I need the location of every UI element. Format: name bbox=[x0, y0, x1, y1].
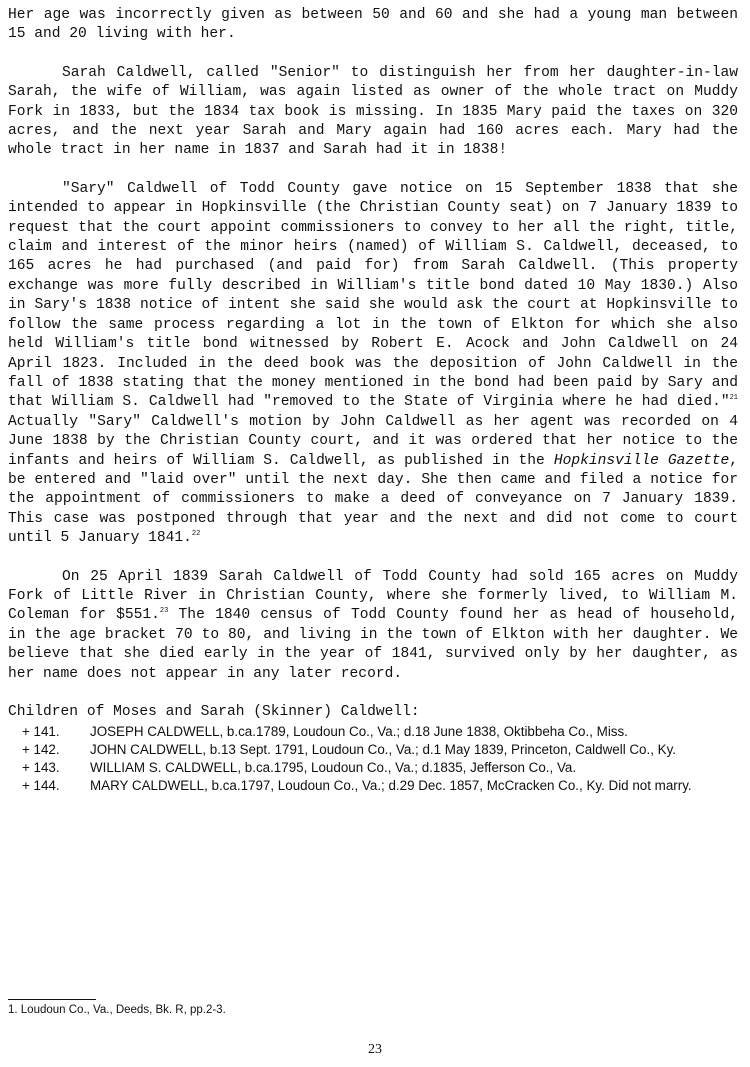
paragraph bbox=[8, 568, 738, 684]
child-entry: MARY CALDWELL, b.ca.1797, Loudoun Co., Va.; d.29 Dec. 1857, McCracken Co., Ky. Did not marry. bbox=[90, 778, 692, 794]
paragraph: Sarah Caldwell, called "Senior" to distinguish her from her daughter-in-law Sarah, the wife of William, was again listed as owner of the whole tract on Muddy Fork in 1833, but the 1834 tax book is missing. In 1835 Mary paid the taxes on 320 acres, and the next year Sarah and Mary again had 160 acres each. Mary had the whole tract in her name in 1837 and Sarah had it in 1838! bbox=[8, 64, 738, 159]
paragraph-text: , be entered and "laid over" until the next day. She then came and filed a notice for the appointment of commissioners to make a deed of conveyance on 7 January 1839. This case was postponed through that year and the next and did not come to court until 5 January 1841. bbox=[8, 452, 738, 547]
child-entry: WILLIAM S. CALDWELL, b.ca.1795, Loudoun Co., Va.; d.1835, Jefferson Co., Va. bbox=[90, 760, 577, 776]
list-item bbox=[8, 759, 738, 777]
footnote-ref: 23 bbox=[159, 607, 169, 616]
footnote-ref: 21 bbox=[729, 394, 738, 403]
paragraph-text: "Sary" Caldwell of Todd County gave notice on 15 September 1838 that she intended to appear in Hopkinsville (the Christian County seat) on 7 January 1839 to request that the court appoint commissioners to convey to her all the right, title, claim and interest of the minor heirs (named) of William S. Caldwell, deceased, to 165 acres he had purchased (and paid for) from Sarah Caldwell. (This property exchange was more fully described in William's title bond dated 10 May 1830.) Also in Sary's 1838 notice of intent she said she would ask the court at Hopkinsville to follow the same process regarding a lot in the town of Elkton for which she also held William's title bond witnessed by Robert E. Acock and John Caldwell on 24 April 1823. Included in the deed book was the deposition of John Caldwell in the fall of 1838 stating that the money mentioned in the bond had been paid by Sary and that William S. Caldwell had "removed to the State of Virginia where he had died." bbox=[8, 180, 738, 411]
children-heading: Children of Moses and Sarah (Skinner) Caldwell: bbox=[8, 704, 420, 720]
footnote-ref: 22 bbox=[191, 530, 201, 539]
child-number: + 142. bbox=[22, 742, 60, 758]
paragraph-text: On 25 April 1839 Sarah Caldwell of Todd County had sold 165 acres on Muddy Fork of Little River in Christian County, where she formerly lived, to William M. Coleman for $551. bbox=[8, 568, 738, 624]
list-item bbox=[8, 777, 738, 795]
paragraph: Her age was incorrectly given as between 50 and 60 and she had a young man between 15 and 20 living with her. bbox=[8, 7, 738, 43]
paragraph-text: Actually "Sary" Caldwell's motion by John Caldwell as her agent was recorded on 4 June 1838 by the Christian County court, and it was ordered that her notice to the infants and heirs of William S. Caldwell, as published in the bbox=[8, 413, 738, 469]
page-number: 23 bbox=[368, 1042, 382, 1057]
list-item bbox=[8, 723, 738, 741]
child-entry: JOSEPH CALDWELL, b.ca.1789, Loudoun Co., Va.; d.18 June 1838, Oktibbeha Co., Miss. bbox=[90, 724, 628, 740]
list-item bbox=[8, 741, 738, 759]
footnote-divider bbox=[8, 999, 96, 1000]
newspaper-title: Hopkinsville Gazette bbox=[553, 452, 730, 469]
paragraph-text: The 1840 census of Todd County found her as head of household, in the age bracket 70 to 80, and living in the town of Elkton with her daughter. We believe that she died early in the year of 1841, survived only by her daughter, as her name does not appear in any later record. bbox=[8, 607, 739, 682]
footnote: 1. Loudoun Co., Va., Deeds, Bk. R, pp.2-3. bbox=[8, 1004, 226, 1016]
body-text bbox=[8, 6, 738, 795]
child-number: + 141. bbox=[22, 724, 60, 740]
child-entry: JOHN CALDWELL, b.13 Sept. 1791, Loudoun Co., Va.; d.1 May 1839, Princeton, Caldwell Co., Ky. bbox=[90, 742, 677, 758]
child-number: + 143. bbox=[22, 760, 60, 776]
children-list bbox=[8, 723, 738, 795]
paragraph bbox=[8, 180, 738, 549]
child-number: + 144. bbox=[22, 778, 60, 794]
